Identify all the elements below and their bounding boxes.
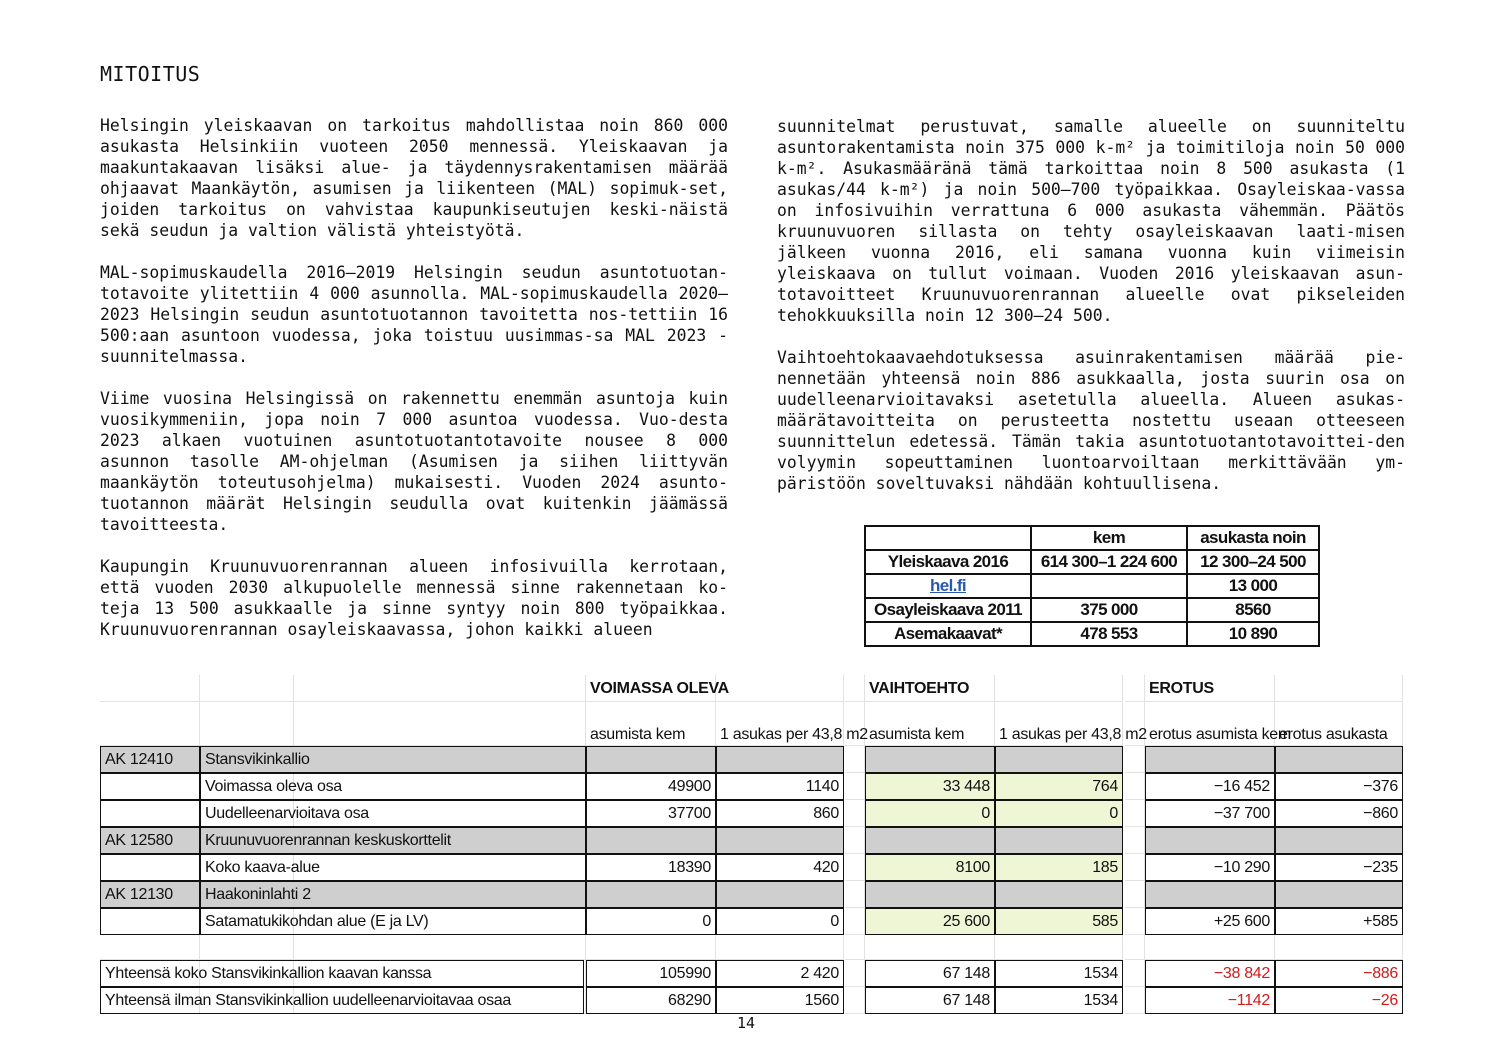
- summary-cell: [865, 574, 1031, 598]
- summary-cell: 8560: [1187, 598, 1319, 622]
- value-cell: [716, 746, 844, 773]
- grid-cell: [1125, 935, 1145, 960]
- value-cell: 860: [716, 800, 844, 827]
- summary-cell: Yleiskaava 2016: [865, 550, 1031, 574]
- value-cell: [586, 827, 716, 854]
- grid-cell: [200, 702, 294, 746]
- right-text-column: [777, 116, 1405, 515]
- left-text-column: [100, 115, 728, 661]
- value-cell: 0: [586, 908, 716, 935]
- area-name-cell: Voimassa oleva osa: [200, 773, 586, 800]
- summary-row: [865, 622, 1319, 646]
- value-cell: [586, 746, 716, 773]
- group-header: VAIHTOEHTO: [869, 679, 970, 697]
- value-cell: 764: [995, 773, 1123, 800]
- value-cell: [995, 881, 1123, 908]
- paragraph: Vaihtoehtokaavaehdotuksessa asuinrakentamisen määrää pie-nennetään yhteensä noin 886 asukkaalla, josta suurin osa on uudelleenarvioitavaksi asetetulla alueella. Alueen asukas-määrätavoitteita on perusteetta nostettu useaan otteeseen suunnittelun edetessä. Tämän takia asuntotuotantotavoittei-den volyymin sopeuttaminen luontoarvoiltaan merkittävään ym-päristöön soveltuvaksi nähdään kohtuullisena.: [777, 348, 1405, 493]
- grid-cell: [1125, 987, 1145, 1014]
- value-cell: 49900: [586, 773, 716, 800]
- total-value-cell: 67 148: [865, 960, 995, 987]
- total-value-cell: 2 420: [716, 960, 844, 987]
- grid-cell: [200, 935, 294, 960]
- value-cell: [995, 827, 1123, 854]
- value-cell: −16 452: [1145, 773, 1275, 800]
- value-cell: 185: [995, 854, 1123, 881]
- hel-fi-link[interactable]: hel.fi: [929, 576, 967, 595]
- summary-cell: 375 000: [1031, 598, 1187, 622]
- grid-cell: [845, 960, 865, 987]
- value-cell: −376: [1275, 773, 1403, 800]
- value-cell: 8100: [865, 854, 995, 881]
- group-header: EROTUS: [1149, 679, 1214, 697]
- comparison-table: [100, 675, 1402, 1020]
- value-cell: [1275, 827, 1403, 854]
- value-cell: [865, 827, 995, 854]
- summary-header-row: [865, 526, 1319, 550]
- summary-cell: [1031, 574, 1187, 598]
- value-cell: [1275, 881, 1403, 908]
- column-header: erotus asukasta: [1279, 726, 1388, 743]
- total-value-cell: 105990: [586, 960, 716, 987]
- area-name-cell: Satamatukikohdan alue (E ja LV): [200, 908, 586, 935]
- summary-cell: 10 890: [1187, 622, 1319, 646]
- column-header: asumista kem: [590, 726, 686, 743]
- total-value-cell: 67 148: [865, 987, 995, 1014]
- grid-cell: [100, 675, 200, 702]
- grid-cell: [1125, 827, 1145, 854]
- plan-code-cell: [100, 800, 200, 827]
- summary-cell: 12 300–24 500: [1187, 550, 1319, 574]
- grid-cell: [845, 675, 865, 702]
- total-value-cell: −886: [1275, 960, 1403, 987]
- page-number: 14: [737, 1014, 756, 1032]
- summary-table: [864, 525, 1320, 647]
- grid-cell: [845, 908, 865, 935]
- value-cell: 33 448: [865, 773, 995, 800]
- summary-row: [865, 574, 1319, 598]
- grid-cell: [995, 935, 1123, 960]
- value-cell: [1145, 881, 1275, 908]
- grid-cell: [1125, 881, 1145, 908]
- grid-cell: [1125, 854, 1145, 881]
- paragraph: Helsingin yleiskaavan on tarkoitus mahdollistaa noin 860 000 asukasta Helsinkiin vuoteen 2050 mennessä. Yleiskaavan ja maakuntakaavan lisäksi alue- ja täydennysrakentamisen määrää ohjaavat Maankäytön, asumisen ja liikenteen (MAL) sopimuk-set, joiden tarkoitus on vahvistaa kaupunkiseutujen keski-näistä sekä seudun ja valtion välistä yhteistyötä.: [100, 116, 728, 240]
- grid-cell: [1145, 935, 1275, 960]
- total-value-cell: −38 842: [1145, 960, 1275, 987]
- grid-cell: [100, 935, 200, 960]
- summary-cell: Osayleiskaava 2011: [865, 598, 1031, 622]
- column-header: erotus asumista kem: [1149, 726, 1291, 743]
- summary-cell: Asemakaavat*: [865, 622, 1031, 646]
- value-cell: 18390: [586, 854, 716, 881]
- grid-cell: [1125, 908, 1145, 935]
- grid-cell: [1275, 935, 1403, 960]
- value-cell: +25 600: [1145, 908, 1275, 935]
- value-cell: −37 700: [1145, 800, 1275, 827]
- column-header: 1 asukas per 43,8 m2: [720, 726, 868, 743]
- value-cell: 0: [865, 800, 995, 827]
- grid-cell: [845, 854, 865, 881]
- total-value-cell: 1560: [716, 987, 844, 1014]
- paragraph: suunnitelmat perustuvat, samalle alueelle on suunniteltu asuntorakentamista noin 375 000 k-m² ja toimitiloja noin 50 000 k-m². Asukasmääränä tämä tarkoittaa noin 8 500 asukasta (1 asukas/44 k-m²) ja noin 500–700 työpaikkaa. Osayleiskaa-vassa on infosivuihin verrattuna 6 000 asukasta vähemmän. Päätös kruunuvuoren sillasta on tehty osayleiskaavan laati-misen jälkeen vuonna 2016, eli samana vuonna kuin viimeisin yleiskaava on tullut voimaan. Vuoden 2016 yleiskaavan asun-totavoitteet Kruunuvuorenrannan alueelle ovat pikseleiden tehokkuuksilla noin 12 300–24 500.: [777, 117, 1405, 325]
- summary-header-cell: kem: [1031, 526, 1187, 550]
- value-cell: [865, 881, 995, 908]
- value-cell: 25 600: [865, 908, 995, 935]
- section-heading: MITOITUS: [100, 62, 201, 86]
- paragraph: MAL-sopimuskaudella 2016–2019 Helsingin seudun asuntotuotan-totavoite ylitettiin 4 000 asunnolla. MAL-sopimuskaudella 2020–2023 Helsingin seudun asuntotuotannon tavoitetta nos-tettiin 16 500:aan asuntoon vuodessa, joka toistuu uusimmas-sa MAL 2023 -suunnitelmassa.: [100, 263, 728, 366]
- grid-cell: [845, 800, 865, 827]
- grid-cell: [1125, 773, 1145, 800]
- total-value-cell: 68290: [586, 987, 716, 1014]
- plan-code-cell: AK 12130: [100, 881, 200, 908]
- value-cell: −10 290: [1145, 854, 1275, 881]
- value-cell: [865, 746, 995, 773]
- value-cell: 0: [995, 800, 1123, 827]
- area-name-cell: Uudelleenarvioitava osa: [200, 800, 586, 827]
- summary-header-cell: asukasta noin: [1187, 526, 1319, 550]
- value-cell: −235: [1275, 854, 1403, 881]
- total-label-cell: Yhteensä ilman Stansvikinkallion uudelleenarvioitavaa osaa: [100, 987, 584, 1014]
- area-name-cell: Koko kaava-alue: [200, 854, 586, 881]
- grid-cell: [294, 702, 586, 746]
- grid-cell: [845, 881, 865, 908]
- total-value-cell: −1142: [1145, 987, 1275, 1014]
- column-header: asumista kem: [869, 726, 965, 743]
- grid-cell: [845, 935, 865, 960]
- plan-code-cell: AK 12410: [100, 746, 200, 773]
- grid-cell: [200, 675, 294, 702]
- value-cell: 0: [716, 908, 844, 935]
- value-cell: [586, 881, 716, 908]
- summary-cell: 13 000: [1187, 574, 1319, 598]
- area-name-cell: Kruunuvuorenrannan keskuskorttelit: [200, 827, 586, 854]
- value-cell: [1145, 746, 1275, 773]
- grid-cell: [845, 987, 865, 1014]
- group-header: VOIMASSA OLEVA: [590, 679, 729, 697]
- value-cell: 1140: [716, 773, 844, 800]
- grid-cell: [865, 935, 995, 960]
- total-value-cell: 1534: [995, 960, 1123, 987]
- value-cell: [1275, 746, 1403, 773]
- grid-cell: [1125, 800, 1145, 827]
- value-cell: [716, 881, 844, 908]
- total-label-cell: Yhteensä koko Stansvikinkallion kaavan kanssa: [100, 960, 584, 987]
- plan-code-cell: [100, 908, 200, 935]
- value-cell: 585: [995, 908, 1123, 935]
- area-name-cell: Haakoninlahti 2: [200, 881, 586, 908]
- grid-cell: [1125, 675, 1145, 702]
- summary-cell: 614 300–1 224 600: [1031, 550, 1187, 574]
- paragraph: Kaupungin Kruunuvuorenrannan alueen infosivuilla kerrotaan, että vuoden 2030 alkupuolelle mennessä sinne rakennetaan ko-teja 13 500 asukkaalle ja sinne syntyy noin 800 työpaikkaa. Kruunuvuorenrannan osayleiskaavassa, johon kaikki alueen: [100, 557, 728, 639]
- plan-code-cell: [100, 854, 200, 881]
- grid-cell: [845, 773, 865, 800]
- summary-cell: 478 553: [1031, 622, 1187, 646]
- plan-code-cell: AK 12580: [100, 827, 200, 854]
- grid-cell: [845, 746, 865, 773]
- grid-cell: [716, 935, 844, 960]
- grid-cell: [586, 935, 716, 960]
- column-header: 1 asukas per 43,8 m2: [999, 726, 1147, 743]
- summary-row: [865, 550, 1319, 574]
- value-cell: [1145, 827, 1275, 854]
- value-cell: −860: [1275, 800, 1403, 827]
- summary-row: [865, 598, 1319, 622]
- value-cell: 37700: [586, 800, 716, 827]
- total-value-cell: 1534: [995, 987, 1123, 1014]
- plan-code-cell: [100, 773, 200, 800]
- summary-header-cell: [865, 526, 1031, 550]
- paragraph: Viime vuosina Helsingissä on rakennettu enemmän asuntoja kuin vuosikymmeniin, jopa noin 7 000 asuntoa vuodessa. Vuo-desta 2023 alkaen vuotuinen asuntotuotantotavoite nousee 8 000 asunnon tasolle AM-ohjelman (Asumisen ja siihen liittyvän maankäytön toteutusohjelma) mukaisesti. Vuoden 2024 asunto-tuotannon määrät Helsingin seudulla ovat kuitenkin jäämässä tavoitteesta.: [100, 389, 728, 534]
- grid-cell: [294, 935, 586, 960]
- value-cell: 420: [716, 854, 844, 881]
- value-cell: +585: [1275, 908, 1403, 935]
- grid-cell: [1125, 746, 1145, 773]
- total-value-cell: −26: [1275, 987, 1403, 1014]
- value-cell: [716, 827, 844, 854]
- grid-cell: [845, 827, 865, 854]
- value-cell: [995, 746, 1123, 773]
- area-name-cell: Stansvikinkallio: [200, 746, 586, 773]
- grid-cell: [100, 702, 200, 746]
- grid-cell: [294, 675, 586, 702]
- grid-cell: [1125, 960, 1145, 987]
